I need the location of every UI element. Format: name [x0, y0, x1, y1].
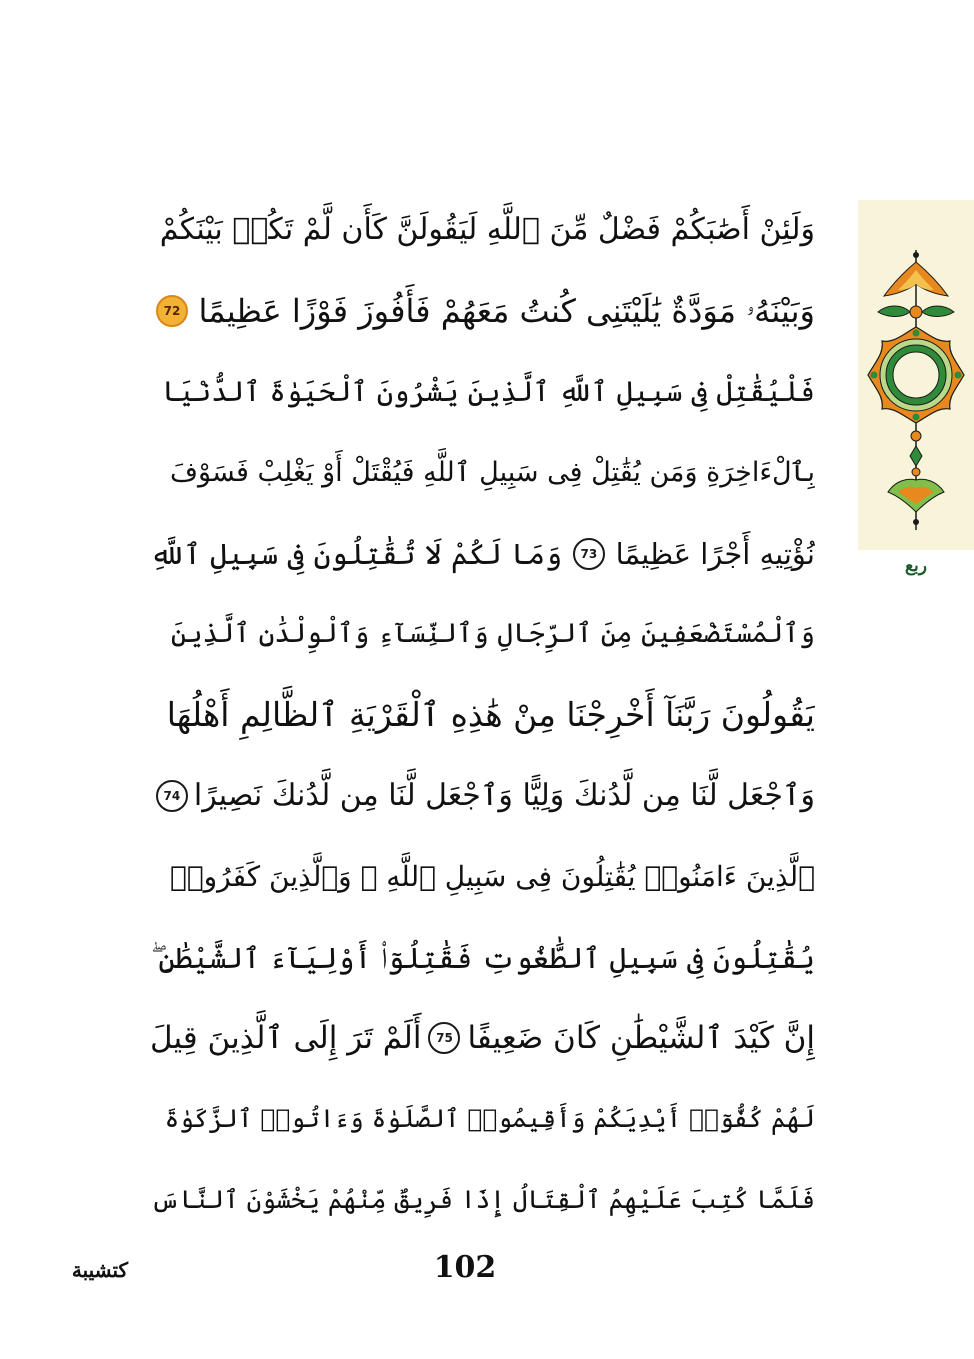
ayah-number-marker: 73	[573, 538, 605, 570]
verse-text: وَٱجْعَل لَّنَا مِن لَّدُنكَ وَلِيًّا وَٱجْعَل لَّنَا مِن لَّدُنكَ نَصِيرًا	[193, 777, 815, 813]
verse-text: فَلْيُقَٰتِلْ فِى سَبِيلِ ٱللَّهِ ٱلَّذِينَ يَشْرُونَ ٱلْحَيَوٰةَ ٱلدُّنْيَا	[162, 374, 815, 408]
verse-line	[150, 190, 815, 271]
verse-line	[150, 271, 815, 352]
verse-line	[150, 756, 815, 837]
verse-text: إِنَّ كَيْدَ ٱلشَّيْطَٰنِ كَانَ ضَعِيفًا	[467, 1020, 815, 1057]
verse-line	[150, 836, 815, 917]
verse-line	[150, 352, 815, 433]
verse-text: ٱلَّذِينَ ءَامَنُوا۟ يُقَٰتِلُونَ فِى سَبِيلِ ٱللَّهِ ۖ وَٱلَّذِينَ كَفَرُوا۟	[170, 859, 815, 893]
ayah-number-marker: 72	[156, 295, 188, 327]
verse-line	[150, 594, 815, 675]
verse-line	[150, 432, 815, 513]
publisher-logo: كتشيبة	[71, 1258, 129, 1282]
verse-text: وَبَيْنَهُۥ مَوَدَّةٌ يَٰلَيْتَنِى كُنتُ مَعَهُمْ فَأَفُوزَ فَوْزًا عَظِيمًا	[198, 292, 815, 331]
verse-text: نُؤْتِيهِ أَجْرًا عَظِيمًا	[615, 536, 815, 571]
verse-line	[150, 1079, 815, 1160]
ayah-number-marker: 74	[156, 780, 188, 812]
rub-label: ربع	[905, 556, 927, 576]
rub-ornament-icon	[858, 200, 974, 550]
verse-text: أَلَمْ تَرَ إِلَى ٱلَّذِينَ قِيلَ	[150, 1020, 422, 1057]
verse-line	[150, 513, 815, 594]
verse-text: وَٱلْمُسْتَضْعَفِينَ مِنَ ٱلرِّجَالِ وَٱلنِّسَآءِ وَٱلْوِلْدَٰنِ ٱلَّذِينَ	[170, 618, 815, 650]
verse-text: لَهُمْ كُفُّوٓا۟ أَيْدِيَكُمْ وَأَقِيمُوا۟ ٱلصَّلَوٰةَ وَءَاتُوا۟ ٱلزَّكَوٰةَ	[164, 1104, 815, 1134]
verse-text: يَقُولُونَ رَبَّنَآ أَخْرِجْنَا مِنْ هَٰذِهِ ٱلْقَرْيَةِ ٱلظَّالِمِ أَهْلُهَا	[166, 695, 815, 735]
verse-text: وَلَئِنْ أَصَٰبَكُمْ فَضْلٌ مِّنَ ٱللَّهِ لَيَقُولَنَّ كَأَن لَّمْ تَكُنۢ بَيْنَكُمْ	[159, 212, 815, 248]
quran-text-block	[150, 190, 815, 1240]
verse-line	[150, 1160, 815, 1241]
verse-text: بِٱلْءَاخِرَةِ وَمَن يُقَٰتِلْ فِى سَبِيلِ ٱللَّهِ فَيُقْتَلْ أَوْ يَغْلِبْ فَسَوْفَ	[170, 456, 815, 488]
verse-line	[150, 917, 815, 998]
verse-text: وَمَا لَكُمْ لَا تُقَٰتِلُونَ فِى سَبِيلِ ٱللَّهِ	[150, 536, 563, 571]
verse-line	[150, 998, 815, 1079]
verse-line	[150, 675, 815, 756]
rub-marker-panel	[858, 200, 974, 576]
page-number: 102	[433, 1250, 497, 1285]
verse-text: يُقَٰتِلُونَ فِى سَبِيلِ ٱلطَّٰغُوتِ فَقَٰتِلُوٓا۟ أَوْلِيَآءَ ٱلشَّيْطَٰنِ ۖ	[151, 940, 815, 975]
verse-text: فَلَمَّا كُتِبَ عَلَيْهِمُ ٱلْقِتَالُ إِذَا فَرِيقٌ مِّنْهُمْ يَخْشَوْنَ ٱلنَّاسَ	[150, 1184, 815, 1214]
ayah-number-marker: 75	[428, 1022, 460, 1054]
